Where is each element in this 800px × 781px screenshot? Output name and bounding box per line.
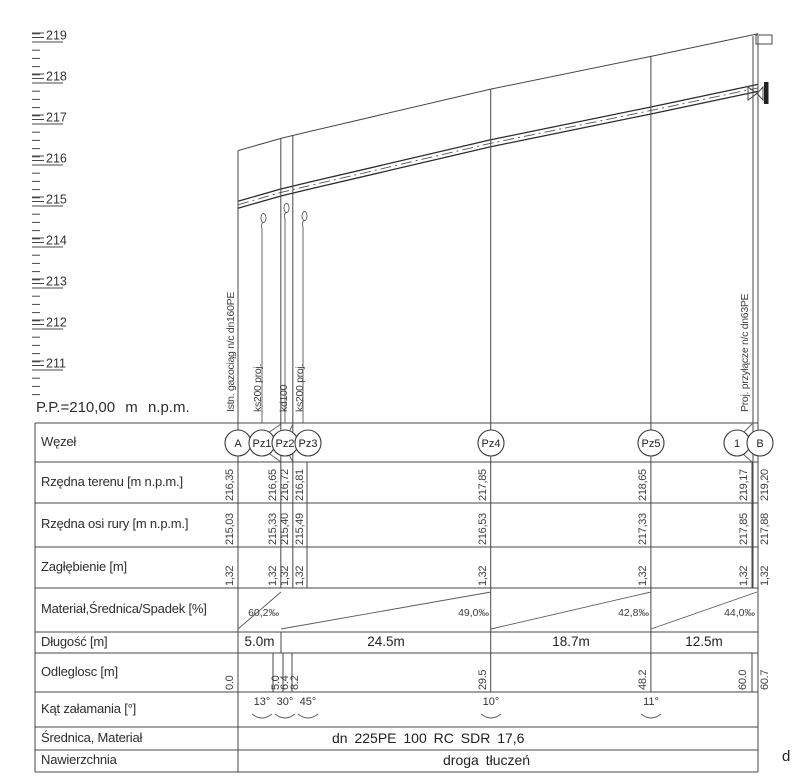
value-depth-A: 1,32 bbox=[224, 565, 236, 586]
node-label-Pz1: Pz1 bbox=[252, 438, 272, 450]
crossing-marker-icon bbox=[261, 214, 266, 223]
value-terrain-A: 216,35 bbox=[224, 469, 236, 501]
pipe-bottom-line bbox=[238, 91, 758, 208]
ruler-label: 213 bbox=[46, 274, 67, 289]
diameter-material-value: dn 225PE 100 RC SDR 17,6 bbox=[332, 730, 525, 746]
value-terrain-Pz2: 216,72 bbox=[279, 469, 291, 501]
row-label-surface: Nawierzchnia bbox=[41, 752, 117, 767]
ruler-label: 219 bbox=[46, 28, 67, 43]
datum-label: P.P.=210,00 m n.p.m. bbox=[36, 399, 190, 416]
angle-arc-icon bbox=[252, 714, 272, 718]
ruler-label: 216 bbox=[46, 151, 67, 166]
value-terrain-B: 219,20 bbox=[759, 469, 771, 501]
row-label-length: Długość [m] bbox=[41, 634, 108, 649]
node-label-Pz3: Pz3 bbox=[298, 438, 318, 450]
value-pipe_axis-Pz4: 216,53 bbox=[477, 513, 489, 545]
angle-value-Pz3: 45° bbox=[299, 696, 317, 708]
row-label-material-slope: Materiał,Średnica/Spadek [%] bbox=[41, 601, 207, 616]
surface-value: droga tłuczeń bbox=[443, 752, 531, 768]
segment-length-0: 5.0m bbox=[244, 634, 275, 649]
row-label-terrain: Rzędna terenu [m n.p.m.] bbox=[41, 474, 183, 489]
angle-arc-icon bbox=[641, 714, 661, 718]
angle-value-Pz5: 11° bbox=[643, 696, 659, 708]
value-distance-1: 60.0 bbox=[737, 669, 749, 690]
value-depth-1: 1,32 bbox=[738, 565, 750, 586]
row-label-wezel: Węzeł bbox=[41, 434, 77, 449]
utility-label-1: ks200 proj. bbox=[252, 363, 264, 412]
value-pipe_axis-Pz1: 215,33 bbox=[267, 513, 279, 545]
ruler-label: 217 bbox=[46, 110, 67, 125]
node-label-Pz4: Pz4 bbox=[481, 438, 501, 450]
segment-length-1: 24.5m bbox=[367, 634, 405, 649]
utility-label-4: Proj. przyłącze n/c dn63PE bbox=[739, 293, 751, 412]
row-label-distance: Odleglosc [m] bbox=[41, 664, 118, 679]
ruler-label: 214 bbox=[46, 233, 67, 248]
segment-slope-1: 49,0‰ bbox=[458, 607, 489, 619]
row-label-depth: Zagłębienie [m] bbox=[41, 559, 127, 574]
angle-arc-icon bbox=[481, 714, 501, 718]
value-terrain-1: 219,17 bbox=[738, 469, 750, 501]
value-pipe_axis-B: 217,88 bbox=[759, 513, 771, 545]
value-distance-Pz4: 29.5 bbox=[477, 669, 489, 690]
value-depth-Pz1: 1,32 bbox=[267, 565, 279, 586]
angle-arc-icon bbox=[275, 714, 295, 718]
ruler-label: 211 bbox=[46, 356, 66, 371]
ruler-label: 218 bbox=[46, 69, 67, 84]
value-pipe_axis-A: 215,03 bbox=[224, 513, 236, 545]
row-label-diameter: Średnica, Materiał bbox=[41, 730, 143, 745]
node-label-Pz2: Pz2 bbox=[275, 438, 295, 450]
angle-value-Pz2: 30° bbox=[276, 696, 294, 708]
crossing-marker-icon bbox=[284, 204, 289, 213]
angle-arc-icon bbox=[298, 714, 318, 718]
value-pipe_axis-Pz3: 215,49 bbox=[294, 513, 306, 545]
pipe-top-line bbox=[238, 84, 758, 201]
value-depth-B: 1,32 bbox=[759, 565, 771, 586]
utility-label-0: Istn. gazociąg n/c dn160PE bbox=[225, 291, 237, 412]
value-distance-Pz3: 8.2 bbox=[289, 675, 301, 690]
value-depth-Pz2: 1,32 bbox=[279, 565, 291, 586]
value-depth-Pz5: 1,32 bbox=[637, 565, 649, 586]
segment-length-3: 12.5m bbox=[685, 634, 723, 649]
value-terrain-Pz1: 216,65 bbox=[267, 469, 279, 501]
node-label-A: A bbox=[234, 438, 242, 450]
value-distance-B: 60.7 bbox=[759, 669, 771, 690]
segment-slope-2: 42,8‰ bbox=[618, 607, 649, 619]
value-depth-Pz3: 1,32 bbox=[294, 565, 306, 586]
row-label-pipe-axis: Rzędna osi rury [m n.p.m.] bbox=[41, 516, 189, 531]
utility-label-3: ks200 proj. bbox=[294, 363, 306, 412]
valve-bar-icon bbox=[764, 82, 769, 104]
utility-label-2: kd100 bbox=[278, 384, 290, 412]
row-label-angle: Kąt załamania [°] bbox=[41, 701, 137, 716]
segment-slope-3: 44,0‰ bbox=[724, 607, 755, 619]
node-label-B: B bbox=[756, 438, 764, 450]
value-depth-Pz4: 1,32 bbox=[477, 565, 489, 586]
value-distance-A: 0.0 bbox=[224, 675, 236, 690]
value-distance-Pz2: 6.4 bbox=[279, 675, 291, 690]
node-label-1: 1 bbox=[733, 438, 741, 450]
value-pipe_axis-Pz2: 215,40 bbox=[279, 513, 291, 545]
margin-text: d bbox=[782, 748, 791, 765]
segment-slope-0: 60,2‰ bbox=[248, 607, 279, 619]
value-terrain-Pz4: 217,85 bbox=[477, 469, 489, 501]
angle-value-Pz1: 13° bbox=[253, 696, 271, 708]
segment-length-2: 18.7m bbox=[552, 634, 590, 649]
node-label-Pz5: Pz5 bbox=[641, 438, 661, 450]
ruler-label: 212 bbox=[46, 315, 67, 330]
value-distance-Pz1: 5.0 bbox=[270, 675, 282, 690]
value-terrain-Pz5: 218,65 bbox=[637, 469, 649, 501]
value-distance-Pz5: 48.2 bbox=[637, 669, 649, 690]
angle-value-Pz4: 10° bbox=[482, 696, 500, 708]
crossing-marker-icon bbox=[302, 212, 307, 221]
value-terrain-Pz3: 216,81 bbox=[294, 469, 306, 501]
ruler-label: 215 bbox=[46, 192, 67, 207]
value-pipe_axis-Pz5: 217,33 bbox=[637, 513, 649, 545]
terrain-line bbox=[238, 34, 758, 151]
value-pipe_axis-1: 217,85 bbox=[738, 513, 750, 545]
